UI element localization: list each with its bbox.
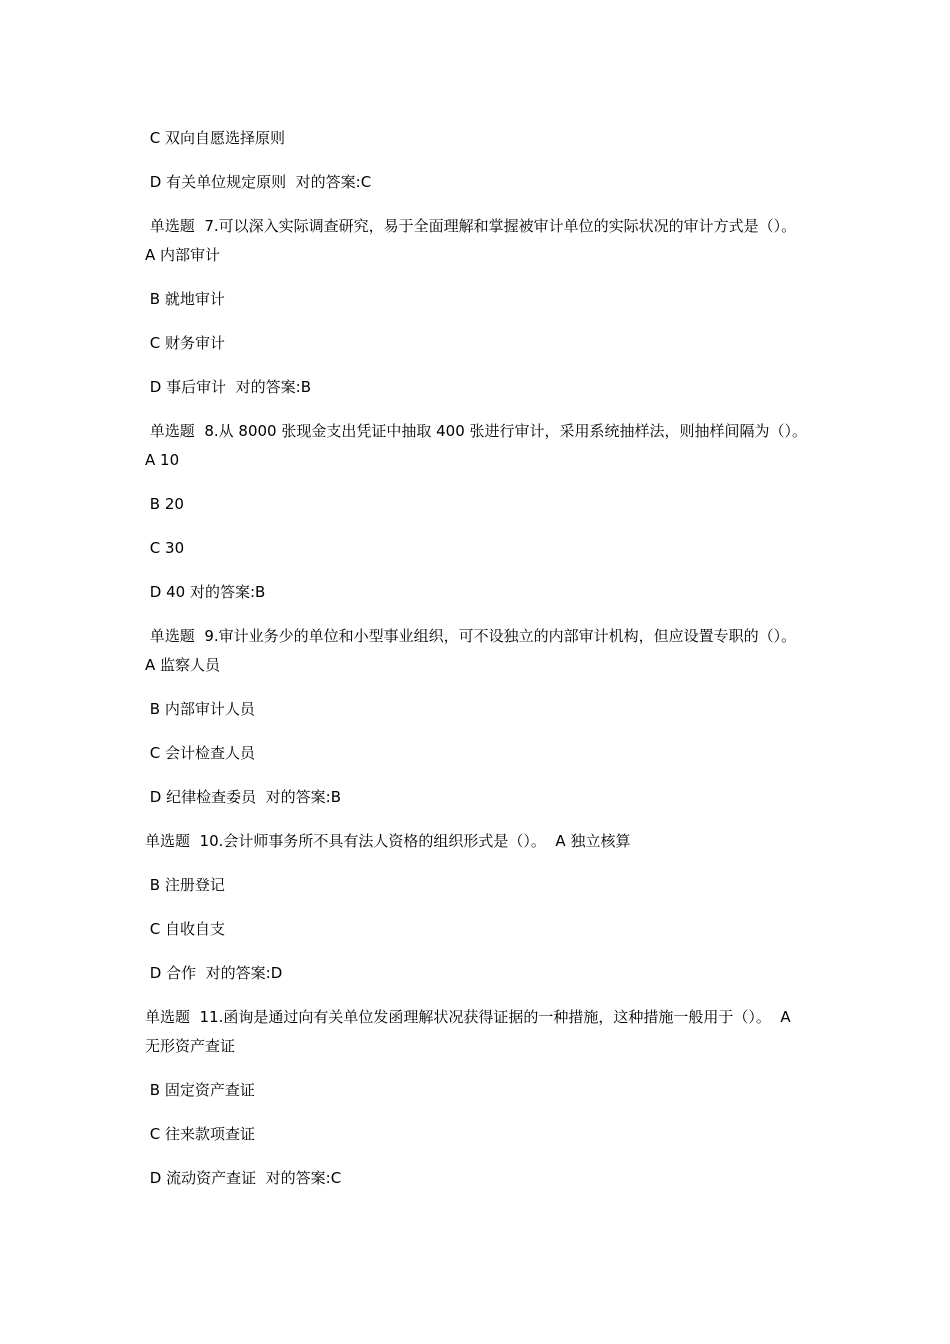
question-11: 单选题 11.函询是通过向有关单位发函理解状况获得证据的一种措施，这种措施一般用于（）。 A 无形资产查证 bbox=[145, 1008, 796, 1055]
option-c-q6: C 双向自愿选择原则 bbox=[145, 129, 286, 147]
option-d-q11-answer: D 流动资产查证 对的答案:C bbox=[145, 1169, 342, 1187]
question-10: 单选题 10.会计师事务所不具有法人资格的组织形式是（）。 A 独立核算 bbox=[145, 832, 631, 850]
option-d-q7-answer: D 事后审计 对的答案:B bbox=[145, 378, 311, 396]
question-8: 单选题 8.从 8000 张现金支出凭证中抽取 400 张进行审计，采用系统抽样法，则抽样间隔为（）。 A 10 bbox=[145, 422, 817, 469]
document-page bbox=[145, 124, 817, 1208]
option-c-q9: C 会计检查人员 bbox=[145, 744, 256, 762]
option-c-q11: C 往来款项查证 bbox=[145, 1125, 256, 1143]
question-7: 单选题 7.可以深入实际调查研究，易于全面理解和掌握被审计单位的实际状况的审计方式是（）。 A 内部审计 bbox=[145, 217, 806, 264]
option-d-q6-answer: D 有关单位规定原则 对的答案:C bbox=[145, 173, 372, 191]
option-d-q9-answer: D 纪律检查委员 对的答案:B bbox=[145, 788, 341, 806]
option-d-q8-answer: D 40 对的答案:B bbox=[145, 583, 266, 601]
option-b-q10: B 注册登记 bbox=[145, 876, 225, 894]
option-c-q10: C 自收自支 bbox=[145, 920, 226, 938]
option-c-q8: C 30 bbox=[145, 539, 185, 557]
option-c-q7: C 财务审计 bbox=[145, 334, 226, 352]
option-b-q8: B 20 bbox=[145, 495, 184, 513]
option-b-q11: B 固定资产查证 bbox=[145, 1081, 255, 1099]
option-d-q10-answer: D 合作 对的答案:D bbox=[145, 964, 283, 982]
option-b-q7: B 就地审计 bbox=[145, 290, 225, 308]
question-9: 单选题 9.审计业务少的单位和小型事业组织，可不设独立的内部审计机构，但应设置专职的（）。 A 监察人员 bbox=[145, 627, 806, 674]
option-b-q9: B 内部审计人员 bbox=[145, 700, 255, 718]
